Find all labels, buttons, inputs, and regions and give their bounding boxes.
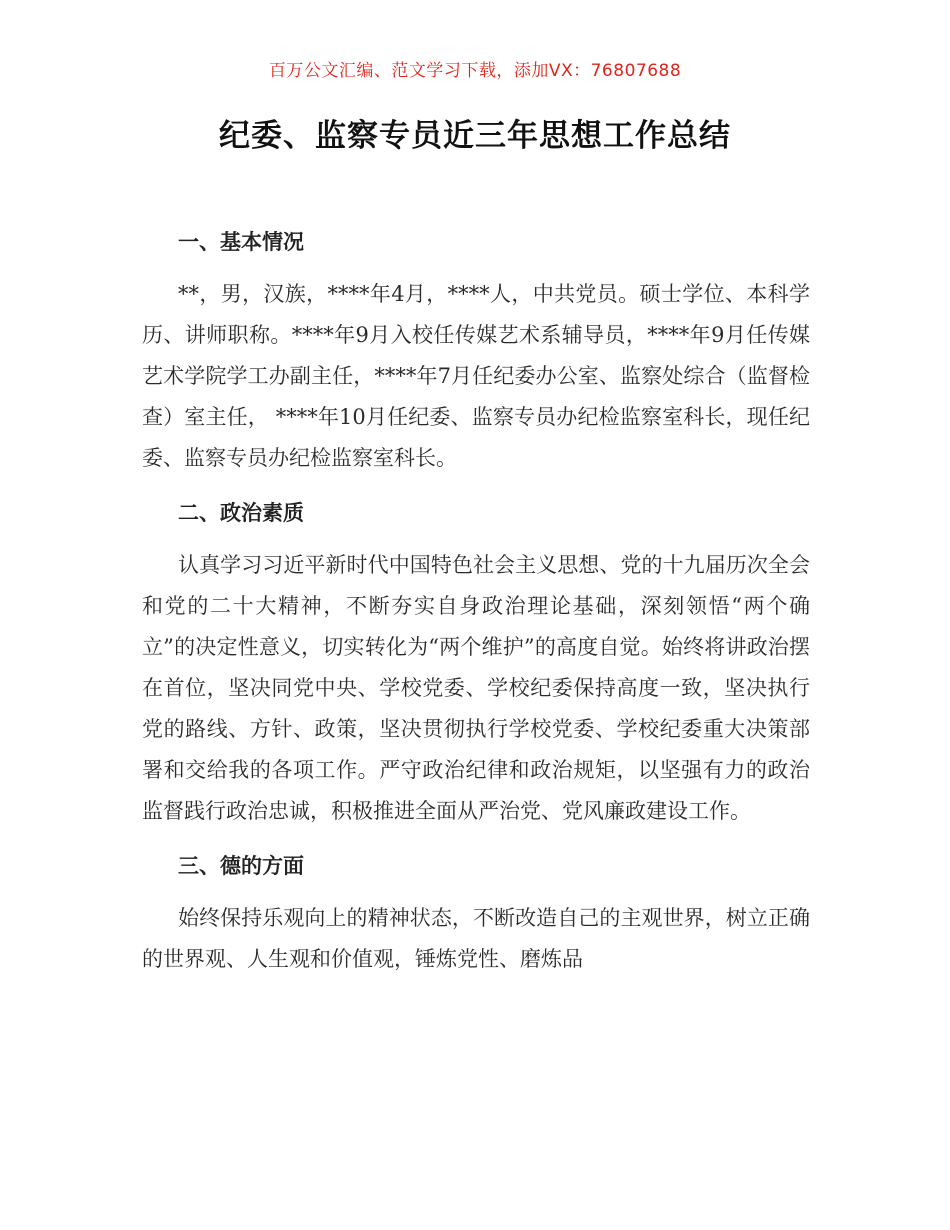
watermark-banner: 百万公文汇编、范文学习下载，添加VX：76807688 [268, 61, 682, 81]
section-paragraph-political-quality: 认真学习习近平新时代中国特色社会主义思想、党的十九届历次全会和党的二十大精神，不断夯实自身政治理论基础，深刻领悟“两个确立”的决定性意义，切实转化为“两个维护”的高度自觉。始终将讲政治摆在首位，坚决同党中央、学校党委、学校纪委保持高度一致，坚决执行党的路线、方针、政策，坚决贯彻执行学校党委、学校纪委重大决策部署和交给我的各项工作。严守政治纪律和政治规矩，以坚强有力的政治监督践行政治忠诚，积极推进全面从严治党、党风廉政建设工作。 [142, 553, 810, 823]
section-heading-basic-info: 一、基本情况 [178, 230, 304, 254]
section-paragraph-morality: 始终保持乐观向上的精神状态，不断改造自己的主观世界，树立正确的世界观、人生观和价值观，锤炼党性、磨炼品 [142, 906, 810, 971]
section-heading-morality: 三、德的方面 [178, 854, 304, 878]
document-body [142, 220, 810, 992]
section-heading-political-quality: 二、政治素质 [178, 501, 304, 525]
document-title: 纪委、监察专员近三年思想工作总结 [219, 118, 731, 154]
section-paragraph-basic-info: **，男，汉族，****年4月，****人，中共党员。硕士学位、本科学历、讲师职称。****年9月入校任传媒艺术系辅导员，****年9月任传媒艺术学院学工办副主任，****年7月任纪委办公室、监察处综合（监督检查）室主任， ****年10月任纪委、监察专员办纪检监察室科长，现任纪委、监察专员办纪检监察室科长。 [142, 282, 810, 470]
